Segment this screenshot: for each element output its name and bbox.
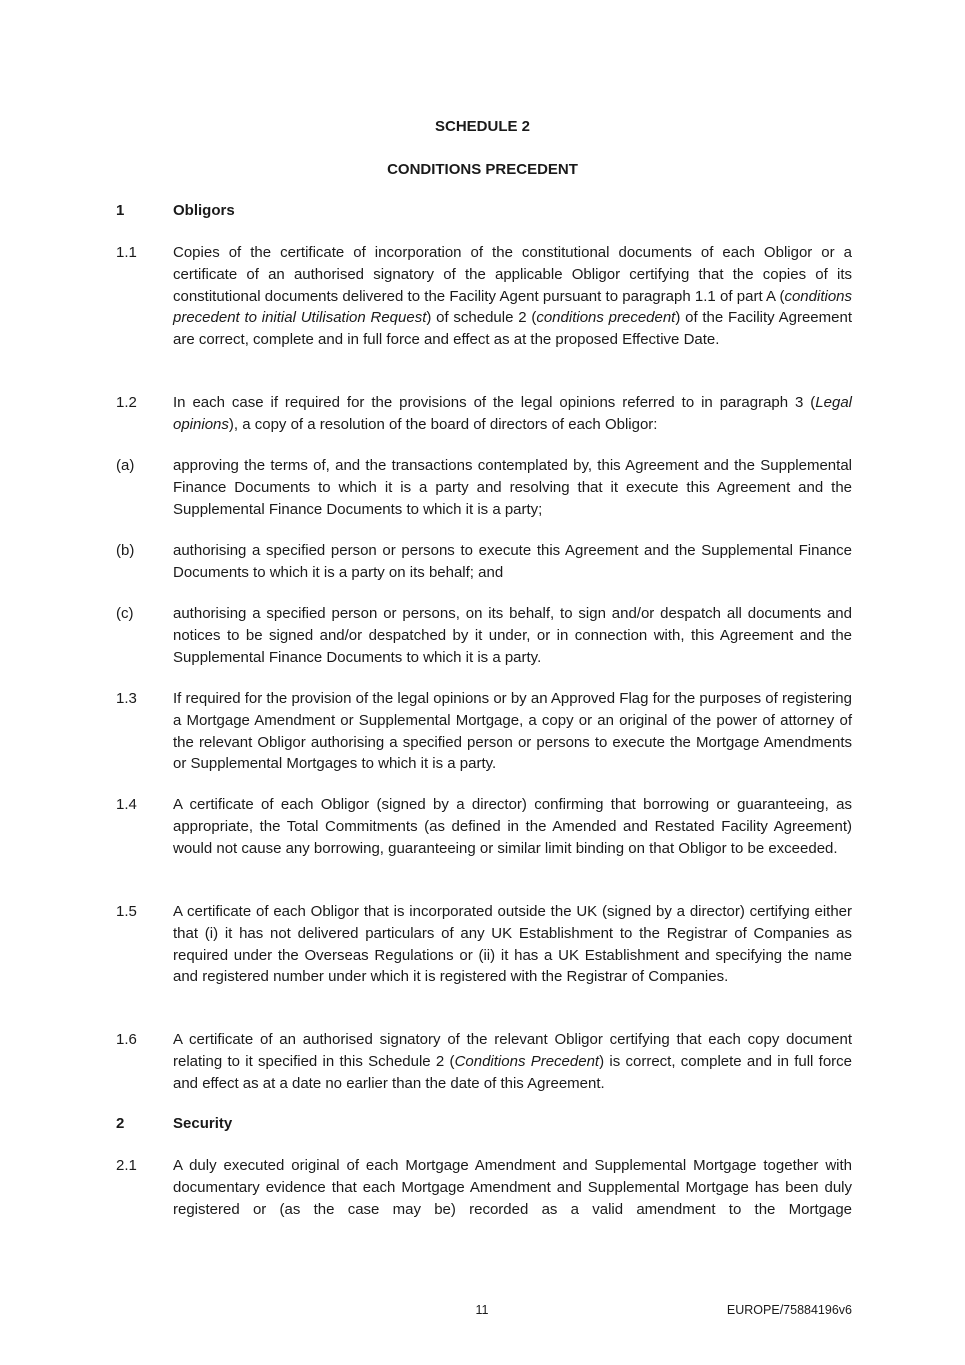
clause-text: Copies of the certificate of incorporation of the constitutional documents of each Obligor or a certificate of an authorised signatory of the applicable Obligor certifying that the copies of its constitutional documents delivered to the Facility Agent pursuant to paragraph 1.1 of part A (conditions precedent to initial Utilisation Request) of schedule 2 (conditions precedent) of the Facility Agreement are correct, complete and in full force and effect as at the proposed Effective Date. [173, 244, 852, 349]
clause-number: 1.5 [116, 903, 137, 920]
clause-text: authorising a specified person or persons to execute this Agreement and the Supplemental Finance Documents to which it is a party on its behalf; and [173, 542, 852, 581]
clause-text: In each case if required for the provisions of the legal opinions referred to in paragraph 3 (Legal opinions), a copy of a resolution of the board of directors of each Obligor: [173, 394, 852, 433]
italic-reference: Legal opinions [173, 394, 852, 433]
clause-text: approving the terms of, and the transactions contemplated by, this Agreement and the Supplemental Finance Documents to which it is a party and resolving that it execute this Agreement and the Supplemental Finance Documents to which it is a party; [173, 457, 852, 518]
section-title: CONDITIONS PRECEDENT [387, 161, 578, 178]
clause-number: 1.6 [116, 1031, 137, 1048]
section-number: 1 [116, 202, 125, 219]
schedule-title: SCHEDULE 2 [434, 118, 531, 135]
clause-text: A certificate of an authorised signatory of the relevant Obligor certifying that each copy document relating to it specified in this Schedule 2 (Conditions Precedent) is correct, complete and in full force and effect as at a date no earlier than the date of this Agreement. [173, 1031, 852, 1092]
document-reference: EUROPE/75884196v6 [726, 1303, 852, 1317]
clause-text: A certificate of each Obligor (signed by a director) confirming that borrowing or guaranteeing, as appropriate, the Total Commitments (as defined in the Amended and Restated Facility Agreement) would not cause any borrowing, guaranteeing or similar limit binding on that Obligor to be exceeded. [173, 796, 852, 857]
italic-reference: conditions precedent to initial Utilisation Request [173, 287, 852, 327]
section-heading-text: Security [173, 1115, 233, 1132]
italic-reference: Conditions Precedent [454, 1052, 600, 1070]
clause-number: 1.3 [116, 690, 137, 707]
clause-number: 1.1 [116, 244, 137, 261]
clause-number: 1.2 [116, 394, 137, 411]
section-number: 2 [116, 1115, 125, 1132]
clause-number: 1.4 [116, 796, 137, 813]
clause-text: A certificate of each Obligor that is incorporated outside the UK (signed by a director) certifying either that (i) it has not delivered particulars of any UK Establishment to the Registrar of Companies as required under the Overseas Regulations or (ii) it has a UK Establishment and specifying the name and registered number under which it is registered with the Registrar of Companies. [173, 903, 852, 986]
section-heading-text: Obligors [173, 202, 235, 219]
italic-reference: conditions precedent [536, 309, 676, 327]
clause-number: (c) [116, 605, 134, 622]
clause-number: (b) [116, 542, 135, 559]
clause-number: 2.1 [116, 1157, 137, 1174]
clause-text: If required for the provision of the legal opinions or by an Approved Flag for the purposes of registering a Mortgage Amendment or Supplemental Mortgage, a copy or an original of the power of attorney of the relevant Obligor authorising a specified person or persons to execute the Mortgage Amendments or Supplemental Mortgages to which it is a party. [173, 690, 852, 773]
clause-text: A duly executed original of each Mortgage Amendment and Supplemental Mortgage together with documentary evidence that each Mortgage Amendment and Supplemental Mortgage has been duly registered or (as the case may be) recorded as a valid amendment to the Mortgage [173, 1157, 852, 1218]
page-number: 11 [475, 1303, 489, 1317]
clause-number: (a) [116, 457, 135, 474]
clause-text: authorising a specified person or persons, on its behalf, to sign and/or despatch all documents and notices to be signed and/or despatched by it under, or in connection with, this Agreement and the Supplemental Finance Documents to which it is a party. [173, 605, 852, 666]
